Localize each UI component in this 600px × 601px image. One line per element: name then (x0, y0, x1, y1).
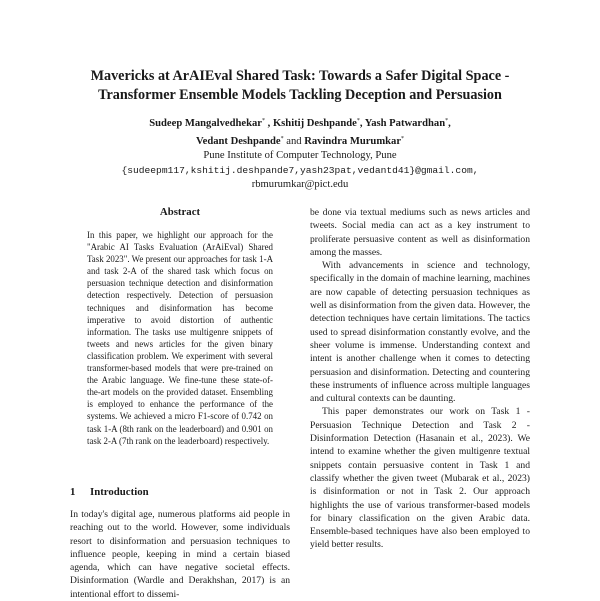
separator: , (264, 118, 273, 129)
author-name: Ravindra Murumkar (304, 135, 402, 147)
author-block (40, 114, 560, 193)
separator: and (283, 135, 305, 147)
affiliation-mark: * (356, 118, 360, 124)
author-name: Vedant Deshpande (195, 135, 281, 147)
section-title: Introduction (90, 486, 149, 498)
email-list[interactable]: {sudeepm117,kshitij.deshpande7,yash23pat,vedantd41}@gmail.com, (121, 164, 479, 176)
paragraph: With advancements in science and technology, specifically in the domain of machine learning, machines are now capable of detecting persuasion techniques as well as disinformation from the given data. However, the detection techniques have certain limitations. The tactics used to spread disinformation constantly evolve, and the sheer volume is immense. Understanding context and intent is another challenge when it comes to detecting persuasion and disinformation. Detecting and countering these instruments of influence across multiple languages and cultural contexts can be daunting. (310, 260, 530, 405)
introduction-paragraph-1: In today's digital age, numerous platforms aid people in reaching out to the world. However, some individuals resort to disinformation and persuasion techniques to influence people, keeping in mind a certain biased agenda, which can have negative societal effects. Disinformation (Wardle and Derakhshan, 2017) is an intentional effort to dissemi- (70, 509, 290, 600)
section-heading-introduction (70, 486, 149, 498)
author-line-1 (40, 114, 560, 132)
author-name: Kshitij Deshpande (272, 118, 357, 129)
separator: , (448, 118, 451, 129)
author-line-2 (40, 132, 560, 150)
author-name: Sudeep Mangalvedhekar (149, 118, 262, 129)
affiliation-mark: * (445, 118, 449, 124)
paragraph: This paper demonstrates our work on Task 1 - Persuasion Technique Detection and Task 2 - Disinformation Detection (Hasanain et al., 2023). We intend to examine whether the given multigenre textual snippets contain persuasive content in Task 1 and classify whether the given tweet (Mubarak et al., 2023) is disinformation or not in Task 2. Our approach highlights the use of various transformer-based models for binary classification on the given Arabic data. Ensemble-based techniques have also been employed to yield better results. (310, 406, 530, 551)
separator: , (359, 118, 365, 129)
paragraph-continuation: be done via textual mediums such as news articles and tweets. Social media can act as a key instrument to proliferate persuasive content as well as disinformation among the masses. (310, 207, 530, 258)
abstract-body: In this paper, we highlight our approach for the "Arabic AI Tasks Evaluation (ArAiEval) Shared Task 2023". We present our approaches for task 1-A and task 2-A of the shared task which focus on persuasion technique detection and disinformation detection respectively. Detection of persuasion techniques and disinformation has become imperative to avoid distortion of authentic information. The tasks use multigenre snippets of tweets and news articles for the given binary classification problem. We experiment with several transformer-based models that were pre-trained on the Arabic language. We fine-tune these state-of-the-art models on the provided dataset. Ensembling is employed to enhance the performance of the systems. We achieved a micro F1-score of 0.742 on task 1-A (8th rank on the leaderboard) and 0.901 on task 2-A (7th rank on the leaderboard) respectively. (87, 230, 273, 446)
email-secondary[interactable]: rbmurumkar@pict.edu (251, 179, 349, 191)
paper-title (40, 67, 560, 105)
title-line-2: Transformer Ensemble Models Tackling Deception and Persuasion (98, 87, 502, 103)
title-line-1: Mavericks at ArAIEval Shared Task: Towards a Safer Digital Space - (90, 68, 510, 84)
right-column (310, 206, 530, 552)
affiliation: Pune Institute of Computer Technology, Pune (203, 150, 397, 162)
affiliation-mark: * (261, 118, 265, 124)
section-number: 1 (70, 486, 76, 498)
affiliation-mark: * (280, 135, 284, 142)
affiliation-mark: * (401, 135, 405, 142)
author-name: Yash Patwardhan (364, 118, 446, 129)
abstract-heading: Abstract (159, 206, 201, 218)
